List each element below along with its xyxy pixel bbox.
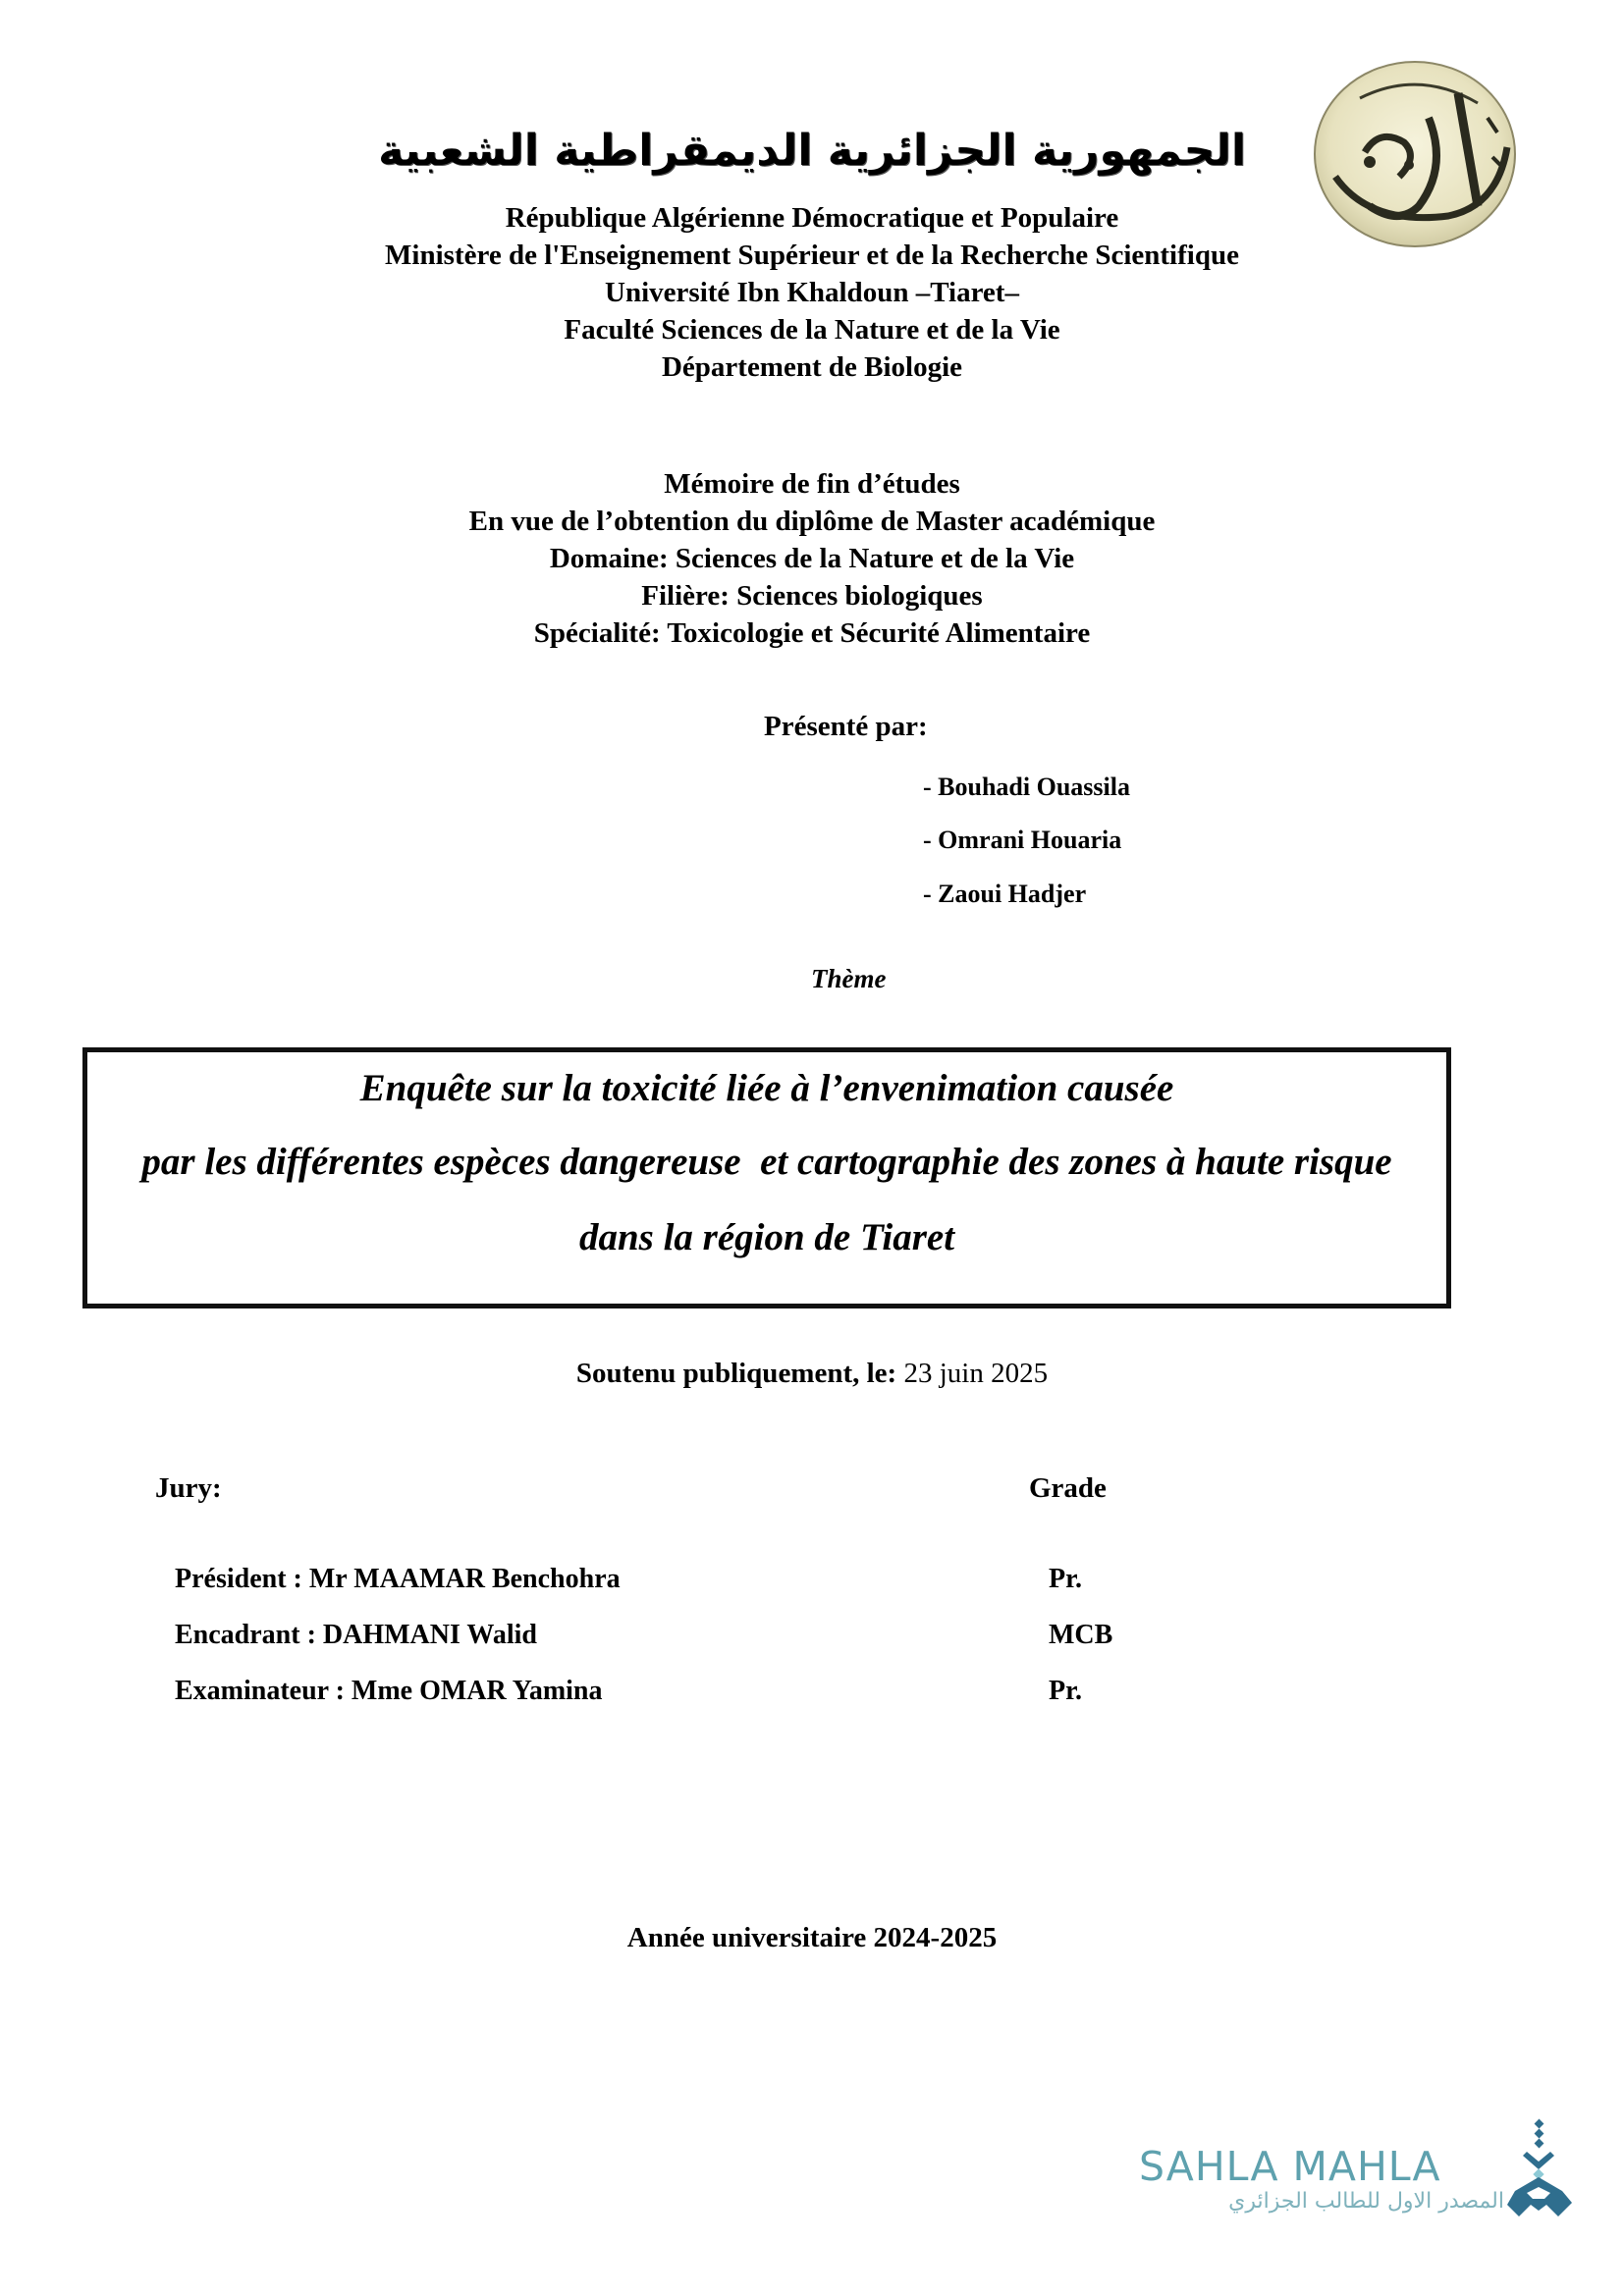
grade-label: Grade (1029, 1472, 1107, 1504)
thesis-field: Filière: Sciences biologiques (641, 580, 983, 612)
thesis-title-line-1: Enquête sur la toxicité liée à l’envenimation causée (359, 1067, 1174, 1109)
academic-year: Année universitaire 2024-2025 (626, 1922, 998, 1953)
sahla-mahla-logo-icon (1507, 2118, 1576, 2221)
header-republic: République Algérienne Démocratique et Populaire (505, 202, 1119, 234)
thesis-title-line-2: par les différentes espèces dangereuse et cartographie des zones à haute risque (141, 1141, 1392, 1183)
presented-by-label: Présenté par: (764, 711, 928, 742)
thesis-domain: Domaine: Sciences de la Nature et de la Vie (549, 543, 1075, 574)
author-2: - Omrani Houaria (923, 826, 1122, 854)
jury-president-grade: Pr. (1049, 1564, 1082, 1594)
defense-label: Soutenu publiquement, le: (575, 1358, 897, 1389)
arabic-republic-title: الجمهورية الجزائرية الديمقراطية الشعبية (378, 126, 1246, 176)
header-department: Département de Biologie (661, 351, 963, 383)
thesis-type: Mémoire de fin d’études (664, 468, 960, 500)
author-3: - Zaoui Hadjer (923, 880, 1087, 908)
thesis-title-box (82, 1047, 1451, 1308)
header-ministry: Ministère de l'Enseignement Supérieur et de la Recherche Scientifique (385, 240, 1239, 271)
thesis-purpose: En vue de l’obtention du diplôme de Master académique (468, 506, 1156, 537)
thesis-specialty: Spécialité: Toxicologie et Sécurité Alimentaire (533, 617, 1091, 649)
theme-label: Thème (811, 964, 887, 993)
jury-supervisor: Encadrant : DAHMANI Walid (175, 1620, 537, 1650)
header-faculty: Faculté Sciences de la Nature et de la Vie (564, 314, 1060, 346)
thesis-title-line-3: dans la région de Tiaret (578, 1216, 955, 1258)
watermark-tagline: المصدر الاول للطالب الجزائري (1228, 2189, 1504, 2214)
jury-president: Président : Mr MAAMAR Benchohra (175, 1564, 621, 1594)
jury-supervisor-grade: MCB (1049, 1620, 1113, 1650)
jury-label: Jury: (155, 1472, 222, 1504)
header-university: Université Ibn Khaldoun –Tiaret– (605, 277, 1019, 308)
watermark-brand: SAHLA MAHLA (1139, 2143, 1441, 2190)
jury-examiner-grade: Pr. (1049, 1676, 1082, 1706)
defense-date-line (0, 1358, 1624, 1390)
jury-examiner: Examinateur : Mme OMAR Yamina (175, 1676, 603, 1706)
defense-date: 23 juin 2025 (896, 1358, 1049, 1389)
author-1: - Bouhadi Ouassila (923, 773, 1130, 801)
